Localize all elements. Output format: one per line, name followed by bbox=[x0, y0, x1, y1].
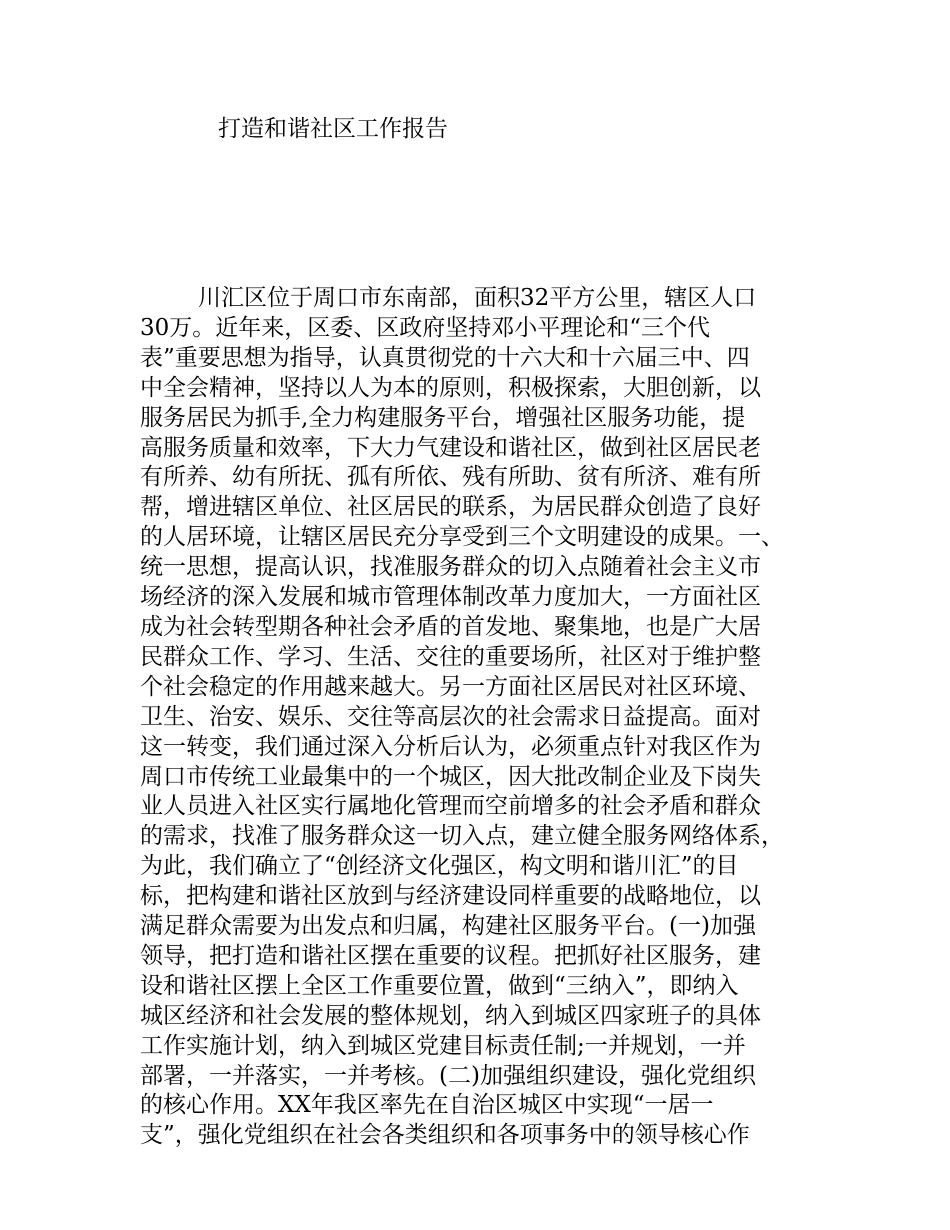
body-line: 周口市传统工业最集中的一个城区，因大批改制企业及下岗失 bbox=[140, 763, 761, 790]
body-line: 有所养、幼有所抚、孤有所依、残有所助、贫有所济、难有所 bbox=[140, 464, 761, 491]
body-line: 帮，增进辖区单位、社区居民的联系，为居民群众创造了良好 bbox=[140, 494, 761, 521]
body-line: 表”重要思想为指导，认真贯彻党的十六大和十六届三中、四 bbox=[140, 344, 750, 371]
body-line: 高服务质量和效率，下大力气建设和谐社区，做到社区居民老 bbox=[140, 434, 761, 461]
body-line: 30万。近年来，区委、区政府坚持邓小平理论和“三个代 bbox=[140, 314, 711, 341]
body-line: 为此，我们确立了“创经济文化强区，构文明和谐川汇”的目 bbox=[140, 853, 739, 880]
body-line: 服务居民为抓手,全力构建服务平台，增强社区服务功能，提 bbox=[140, 404, 746, 431]
document-body bbox=[140, 284, 840, 1151]
body-line: 的需求，找准了服务群众这一切入点，建立健全服务网络体系， bbox=[140, 823, 784, 850]
body-line: 领导，把打造和谐社区摆在重要的议程。把抓好社区服务，建 bbox=[140, 942, 761, 969]
body-line: 个社会稳定的作用越来越大。另一方面社区居民对社区环境、 bbox=[140, 673, 761, 700]
body-line: 业人员进入社区实行属地化管理而空前增多的社会矛盾和群众 bbox=[140, 793, 761, 820]
body-line: 中全会精神，坚持以人为本的原则，积极探索，大胆创新，以 bbox=[140, 374, 761, 401]
body-line: 场经济的深入发展和城市管理体制改革力度加大，一方面社区 bbox=[140, 584, 761, 611]
body-line: 支”，强化党组织在社会各类组织和各项事务中的领导核心作 bbox=[140, 1122, 750, 1149]
body-line: 城区经济和社会发展的整体规划，纳入到城区四家班子的具体 bbox=[140, 1002, 761, 1029]
body-line: 的人居环境，让辖区居民充分享受到三个文明建设的成果。一、 bbox=[140, 524, 784, 551]
body-line: 满足群众需要为出发点和归属，构建社区服务平台。(一)加强 bbox=[140, 913, 756, 940]
body-line: 工作实施计划，纳入到城区党建目标责任制;一并规划，一并 bbox=[140, 1032, 746, 1059]
body-line: 设和谐社区摆上全区工作重要位置，做到“三纳入”，即纳入 bbox=[140, 972, 739, 999]
body-line: 标，把构建和谐社区放到与经济建设同样重要的战略地位，以 bbox=[140, 883, 761, 910]
body-line: 统一思想，提高认识，找准服务群众的切入点随着社会主义市 bbox=[140, 554, 761, 581]
body-line: 卫生、治安、娱乐、交往等高层次的社会需求日益提高。面对 bbox=[140, 703, 761, 730]
body-line: 民群众工作、学习、生活、交往的重要场所，社区对于维护整 bbox=[140, 643, 761, 670]
document-title: 打造和谐社区工作报告 bbox=[218, 116, 448, 142]
body-line: 的核心作用。XX年我区率先在自治区城区中实现“一居一 bbox=[140, 1092, 714, 1119]
body-line: 川汇区位于周口市东南部，面积32平方公里，辖区人口 bbox=[198, 285, 757, 311]
body-line: 部署，一并落实，一并考核。(二)加强组织建设，强化党组织 bbox=[140, 1062, 756, 1089]
body-line: 成为社会转型期各种社会矛盾的首发地、聚集地，也是广大居 bbox=[140, 613, 761, 640]
body-line: 这一转变，我们通过深入分析后认为，必须重点针对我区作为 bbox=[140, 733, 761, 760]
